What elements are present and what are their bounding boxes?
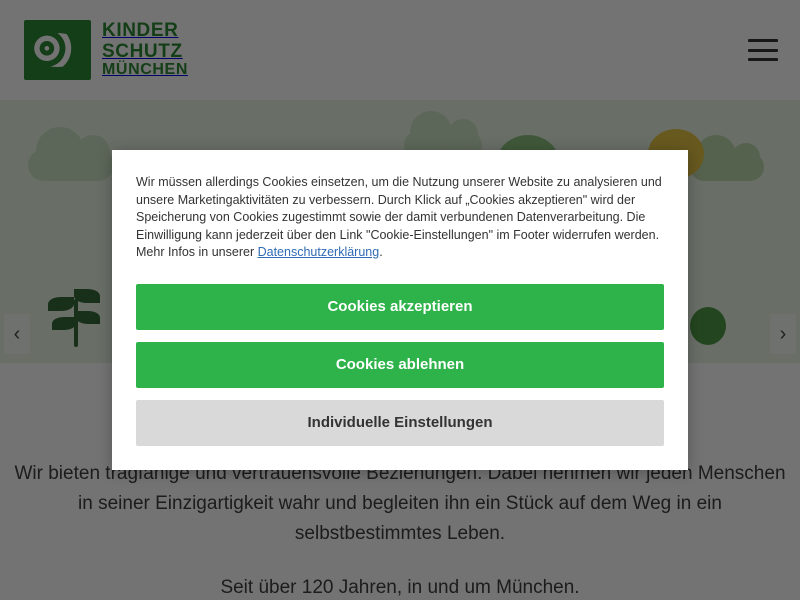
cookie-settings-button[interactable]: Individuelle Einstellungen (136, 400, 664, 446)
privacy-policy-link[interactable]: Datenschutzerklärung (257, 245, 380, 259)
cookie-text-part-1: Wir müssen allerdings Cookies einsetzen, um die Nutzung unserer Website zu analysieren und unsere Marketingaktivitäten zu verbessern. Durch Klick auf „Cookies akzeptieren" wird der Speicherung von Cookies zugestimmt sowie der damit verbundenen Datenverarbeitung. Die Einwilligung kann jederzeit über den Link "Cookie-Einstellungen" im Footer widerrufen werden. Mehr Infos in unserer (136, 175, 662, 259)
accept-cookies-button[interactable]: Cookies akzeptieren (136, 284, 664, 330)
cookie-consent-text (136, 174, 664, 262)
cookie-text-part-2: . (379, 245, 383, 259)
decline-cookies-button[interactable]: Cookies ablehnen (136, 342, 664, 388)
cookie-consent-dialog (112, 150, 688, 470)
